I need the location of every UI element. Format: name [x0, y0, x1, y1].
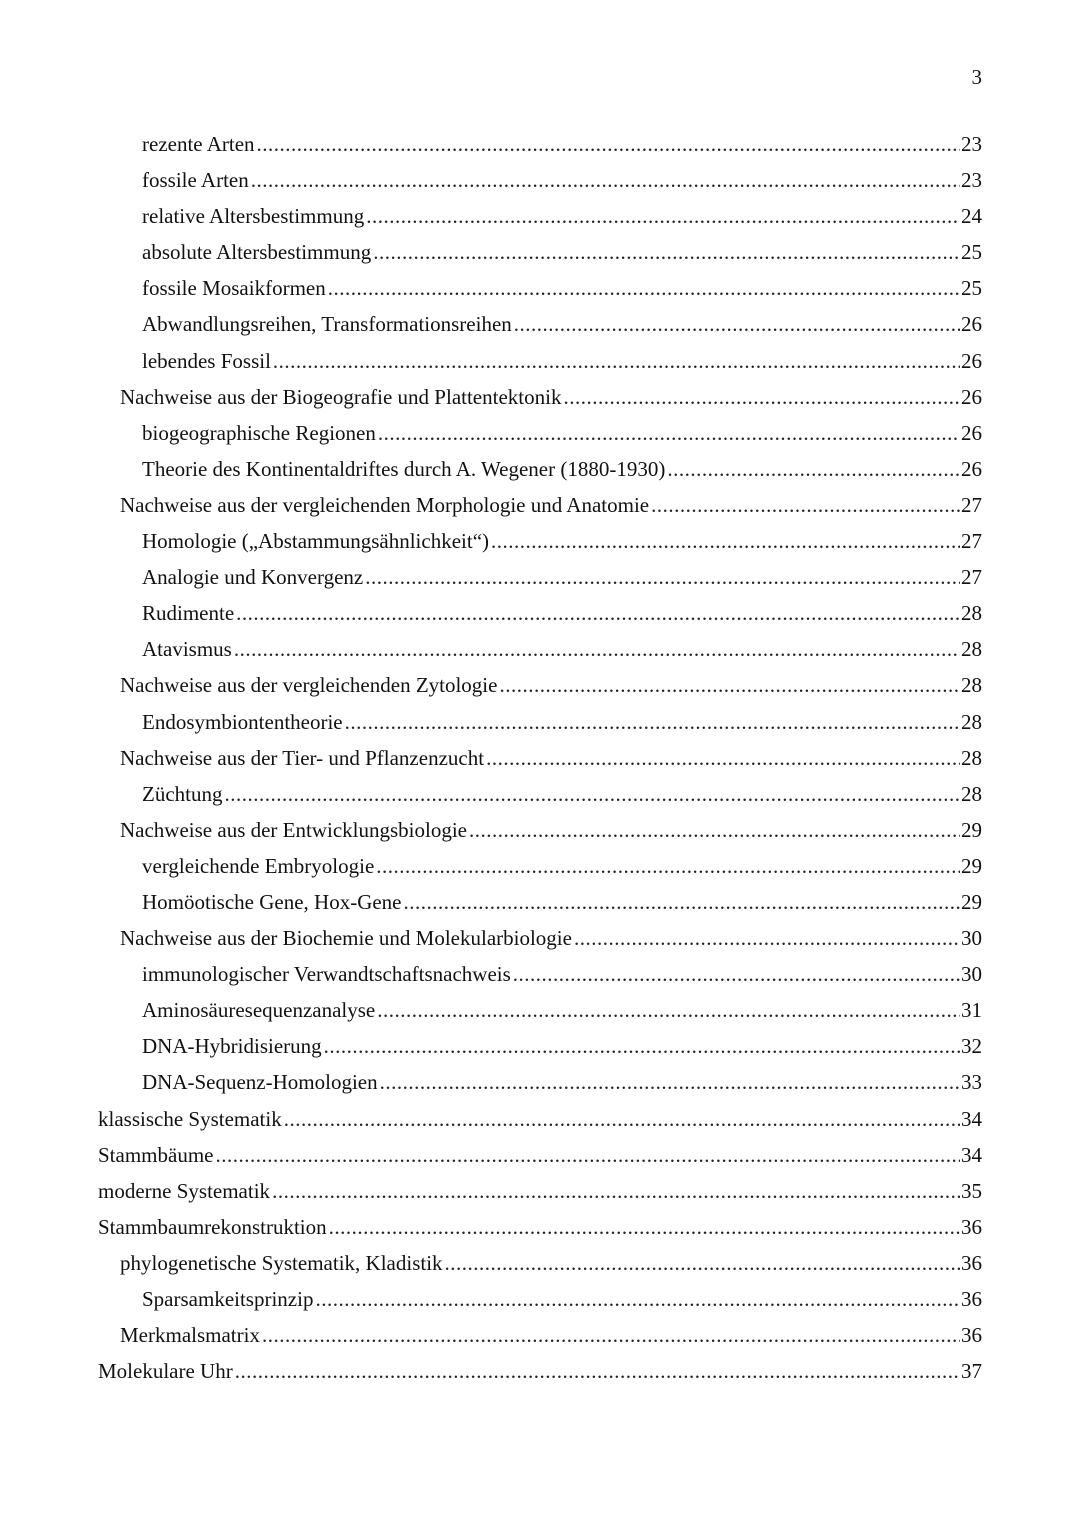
- toc-dot-leader: [224, 776, 960, 812]
- toc-entry-page: 35: [961, 1178, 982, 1203]
- toc-entry[interactable]: [0, 956, 1080, 992]
- toc-entry-title: Theorie des Kontinentaldriftes durch A. Wegener (1880-1930): [142, 456, 666, 481]
- toc-entry-title: Nachweise aus der Biogeografie und Plattentektonik: [120, 384, 562, 409]
- toc-entry[interactable]: [0, 306, 1080, 342]
- toc-dot-leader: [366, 198, 960, 234]
- toc-entry[interactable]: [0, 704, 1080, 740]
- toc-entry-page: 27: [961, 565, 982, 590]
- toc-entry[interactable]: [0, 1353, 1080, 1389]
- toc-entry-title: Sparsamkeitsprinzip: [142, 1287, 314, 1311]
- toc-entry-title: klassische Systematik: [98, 1106, 282, 1131]
- toc-entry[interactable]: [0, 523, 1080, 559]
- toc-entry[interactable]: [0, 343, 1080, 379]
- toc-entry[interactable]: [0, 379, 1080, 415]
- toc-entry[interactable]: [0, 992, 1080, 1028]
- toc-entry-title: Endosymbiontentheorie: [142, 709, 343, 734]
- toc-entry-page: 26: [961, 420, 982, 445]
- toc-entry-page: 31: [961, 998, 982, 1023]
- toc-entry-page: 37: [961, 1359, 982, 1384]
- toc-entry-page: 34: [961, 1142, 982, 1167]
- toc-entry-title: fossile Mosaikformen: [142, 276, 326, 301]
- toc-dot-leader: [380, 1064, 960, 1100]
- toc-entry-title: DNA-Sequenz-Homologien: [142, 1070, 378, 1095]
- toc-entry[interactable]: [0, 920, 1080, 956]
- toc-entry[interactable]: [0, 1317, 1080, 1353]
- toc-entry[interactable]: [0, 1137, 1080, 1173]
- toc-entry-page: 25: [961, 240, 982, 265]
- toc-entry[interactable]: [0, 776, 1080, 812]
- toc-entry-title: Züchtung: [142, 781, 223, 806]
- toc-entry-title: Rudimente: [142, 601, 235, 626]
- toc-entry-page: 29: [961, 817, 982, 842]
- toc-entry-title: biogeographische Regionen: [142, 420, 376, 445]
- toc-entry-page: 26: [961, 384, 982, 409]
- toc-entry-page: 28: [961, 709, 982, 734]
- toc-entry[interactable]: [0, 270, 1080, 306]
- toc-entry[interactable]: [0, 667, 1080, 703]
- toc-entry-title: Nachweise aus der Tier- und Pflanzenzucht: [120, 745, 485, 770]
- toc-entry-page: 30: [961, 926, 982, 951]
- toc-dot-leader: [215, 1137, 960, 1173]
- toc-dot-leader: [324, 1028, 960, 1064]
- toc-entry-page: 30: [961, 962, 982, 987]
- toc-entry-page: 36: [961, 1287, 982, 1311]
- toc-entry-title: Nachweise aus der Biochemie und Molekularbiologie: [120, 926, 572, 951]
- toc-dot-leader: [345, 704, 960, 740]
- toc-entry[interactable]: [0, 162, 1080, 198]
- toc-entry-page: 36: [961, 1323, 982, 1348]
- toc-entry[interactable]: [0, 1209, 1080, 1245]
- toc-entry[interactable]: [0, 848, 1080, 884]
- toc-entry-title: Aminosäuresequenzanalyse: [142, 998, 376, 1023]
- toc-entry[interactable]: [0, 559, 1080, 595]
- toc-entry-page: 29: [961, 853, 982, 878]
- toc-entry[interactable]: [0, 451, 1080, 487]
- toc-entry[interactable]: [0, 740, 1080, 776]
- toc-entry-page: 36: [961, 1250, 982, 1275]
- toc-entry-page: 26: [961, 312, 982, 337]
- toc-dot-leader: [404, 884, 960, 920]
- toc-entry-title: moderne Systematik: [98, 1178, 271, 1203]
- toc-dot-leader: [378, 415, 960, 451]
- toc-dot-leader: [236, 595, 960, 631]
- toc-dot-leader: [272, 1173, 960, 1209]
- toc-entry-title: Analogie und Konvergenz: [142, 565, 364, 590]
- toc-entry-page: 32: [961, 1034, 982, 1059]
- toc-entry-page: 28: [961, 601, 982, 626]
- toc-entry-title: Abwandlungsreihen, Transformationsreihen: [142, 312, 512, 337]
- toc-dot-leader: [373, 234, 960, 270]
- toc-entry-page: 23: [961, 132, 982, 156]
- toc-dot-leader: [262, 1317, 960, 1353]
- toc-entry-title: Molekulare Uhr: [98, 1359, 233, 1384]
- toc-entry-title: absolute Altersbestimmung: [142, 240, 372, 265]
- toc-entry-title: Nachweise aus der Entwicklungsbiologie: [120, 817, 467, 842]
- toc-entry-page: 34: [961, 1106, 982, 1131]
- toc-dot-leader: [563, 379, 960, 415]
- toc-entry-page: 23: [961, 168, 982, 193]
- toc-dot-leader: [445, 1245, 960, 1281]
- toc-entry[interactable]: [0, 126, 1080, 162]
- toc-entry-title: relative Altersbestimmung: [142, 204, 365, 229]
- toc-dot-leader: [514, 306, 960, 342]
- toc-entry[interactable]: [0, 487, 1080, 523]
- toc-entry[interactable]: [0, 198, 1080, 234]
- toc-dot-leader: [377, 992, 960, 1028]
- toc-entry[interactable]: [0, 1064, 1080, 1100]
- toc-entry[interactable]: [0, 1028, 1080, 1064]
- toc-entry-page: 36: [961, 1214, 982, 1239]
- toc-entry-title: Homologie („Abstammungsähnlichkeit“): [142, 529, 490, 554]
- toc-entry-page: 28: [961, 637, 982, 662]
- toc-entry-title: Stammbaumrekonstruktion: [98, 1214, 327, 1239]
- toc-entry-page: 25: [961, 276, 982, 301]
- toc-entry[interactable]: [0, 234, 1080, 270]
- toc-dot-leader: [284, 1101, 960, 1137]
- toc-dot-leader: [328, 270, 960, 306]
- toc-entry-title: Homöotische Gene, Hox-Gene: [142, 889, 402, 914]
- toc-entry-page: 28: [961, 745, 982, 770]
- toc-dot-leader: [234, 631, 960, 667]
- toc-entry-page: 26: [961, 456, 982, 481]
- toc-entry[interactable]: [0, 1245, 1080, 1281]
- toc-entry-title: fossile Arten: [142, 168, 249, 193]
- toc-entry-title: Stammbäume: [98, 1142, 214, 1167]
- toc-dot-leader: [651, 487, 960, 523]
- toc-entry[interactable]: [0, 884, 1080, 920]
- toc-dot-leader: [365, 559, 960, 595]
- toc-entry-title: Nachweise aus der vergleichenden Morphologie und Anatomie: [120, 492, 650, 517]
- page-number: 3: [971, 65, 982, 89]
- toc-dot-leader: [469, 812, 960, 848]
- toc-dot-leader: [486, 740, 960, 776]
- toc-entry-title: rezente Arten: [142, 132, 255, 156]
- toc-entry[interactable]: [0, 1173, 1080, 1209]
- toc-entry[interactable]: [0, 1281, 1080, 1317]
- toc-entry-title: Merkmalsmatrix: [120, 1323, 260, 1348]
- toc-entry-title: immunologischer Verwandtschaftsnachweis: [142, 962, 511, 987]
- toc-entry-title: phylogenetische Systematik, Kladistik: [120, 1250, 443, 1275]
- toc-entry-page: 28: [961, 781, 982, 806]
- toc-dot-leader: [574, 920, 960, 956]
- toc-dot-leader: [257, 126, 960, 162]
- toc-dot-leader: [513, 956, 960, 992]
- toc-dot-leader: [251, 162, 960, 198]
- toc-entry-page: 26: [961, 348, 982, 373]
- toc-entry-page: 27: [961, 529, 982, 554]
- toc-entry-page: 24: [961, 204, 982, 229]
- toc-entry-page: 27: [961, 492, 982, 517]
- toc-entry[interactable]: [0, 1101, 1080, 1137]
- toc-dot-leader: [273, 343, 960, 379]
- toc-entry-title: Atavismus: [142, 637, 232, 662]
- toc-entry[interactable]: [0, 812, 1080, 848]
- toc-entry-page: 29: [961, 889, 982, 914]
- toc-entry[interactable]: [0, 415, 1080, 451]
- toc-entry-page: 33: [961, 1070, 982, 1095]
- table-of-contents: [0, 126, 1080, 1389]
- toc-entry-title: Nachweise aus der vergleichenden Zytologie: [120, 673, 498, 698]
- toc-entry-title: lebendes Fossil: [142, 348, 271, 373]
- toc-dot-leader: [315, 1281, 960, 1317]
- toc-entry[interactable]: [0, 595, 1080, 631]
- toc-entry-title: DNA-Hybridisierung: [142, 1034, 322, 1059]
- toc-dot-leader: [329, 1209, 960, 1245]
- toc-dot-leader: [235, 1353, 960, 1389]
- toc-entry-title: vergleichende Embryologie: [142, 853, 375, 878]
- toc-entry[interactable]: [0, 631, 1080, 667]
- toc-dot-leader: [667, 451, 960, 487]
- toc-dot-leader: [376, 848, 960, 884]
- toc-dot-leader: [499, 667, 960, 703]
- toc-entry-page: 28: [961, 673, 982, 698]
- toc-dot-leader: [491, 523, 960, 559]
